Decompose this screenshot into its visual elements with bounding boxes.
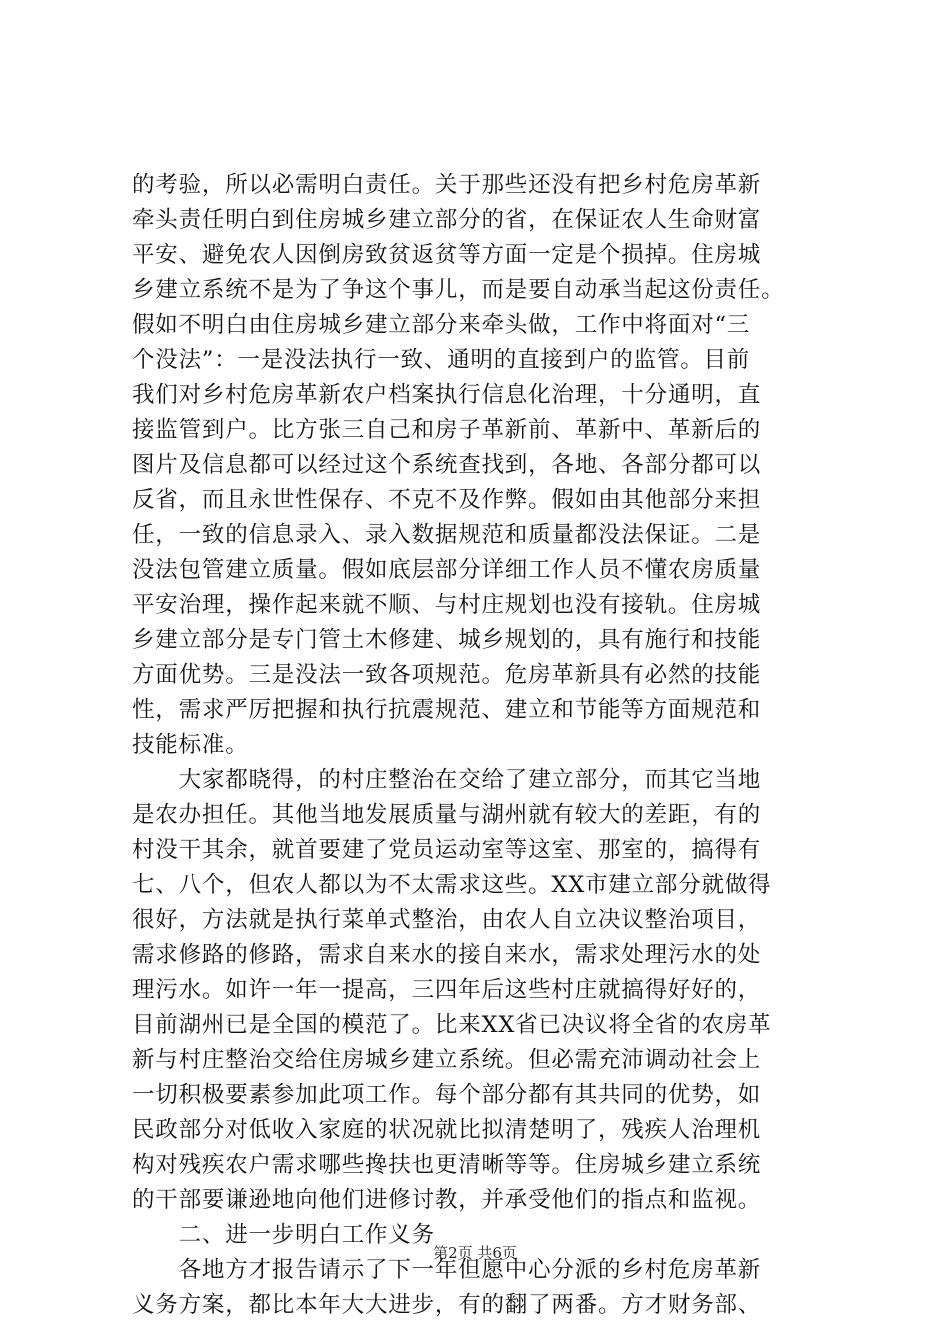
text-line: 乡建立部分是专门管土木修建、城乡规划的，具有施行和技能: [132, 627, 762, 653]
text-line: 乡建立系统不是为了争这个事儿，而是要自动承当起这份责任。: [132, 277, 785, 303]
text-line: 平安、避免农人因倒房致贫返贫等方面一定是个损掉。住房城: [132, 242, 762, 268]
text-line: 接监管到户。比方张三自己和房子革新前、革新中、革新后的: [132, 417, 762, 443]
text-line: 目前湖州已是全国的模范了。比来XX省已决议将全省的农房革: [132, 1012, 772, 1038]
text-line: 方面优势。三是没法一致各项规范。危房革新具有必然的技能: [132, 662, 762, 688]
text-line: 民政部分对低收入家庭的状况就比拟清楚明了，残疾人治理机: [132, 1117, 762, 1143]
text-line: 技能标准。: [132, 732, 249, 758]
text-line: 的干部要谦逊地向他们进修讨教，并承受他们的指点和监视。: [132, 1187, 762, 1213]
page-number-footer: 第2页 共6页: [433, 1244, 517, 1262]
text-line: 一切积极要素参加此项工作。每个部分都有其共同的优势，如: [132, 1082, 762, 1108]
text-line: 需求修路的修路，需求自来水的接自来水，需求处理污水的处: [132, 942, 762, 968]
text-line: 七、八个，但农人都以为不太需求这些。XX市建立部分就做得: [132, 872, 772, 898]
text-line: 义务方案，都比本年大大进步，有的翻了两番。方才财务部、: [132, 1292, 762, 1318]
text-line: 很好，方法就是执行菜单式整治，由农人自立决议整治项目，: [132, 907, 762, 933]
text-line: 任，一致的信息录入、录入数据规范和质量都没法保证。二是: [132, 522, 762, 548]
text-line: 村没干其余，就首要建了党员运动室等这室、那室的，搞得有: [132, 837, 762, 863]
text-line: 理污水。如许一年一提高，三四年后这些村庄就搞得好好的，: [132, 977, 762, 1003]
text-line: 新与村庄整治交给住房城乡建立系统。但必需充沛调动社会上: [132, 1047, 762, 1073]
text-line: 平安治理，操作起来就不顺、与村庄规划也没有接轨。住房城: [132, 592, 762, 618]
text-line: 我们对乡村危房革新农户档案执行信息化治理，十分通明，直: [132, 382, 762, 408]
text-line: 大家都晓得，的村庄整治在交给了建立部分，而其它当地: [132, 767, 762, 793]
text-line: 各地方才报告请示了下一年但愿中心分派的乡村危房革新: [132, 1257, 762, 1283]
body-text: [132, 168, 832, 1323]
text-line: 个没法”：一是没法执行一致、通明的直接到户的监管。目前: [132, 347, 751, 373]
section-heading: 二、进一步明白工作义务: [132, 1222, 435, 1248]
text-line: 假如不明白由住房城乡建立部分来牵头做，工作中将面对“三: [132, 312, 751, 338]
text-line: 性，需求严厉把握和执行抗震规范、建立和节能等方面规范和: [132, 697, 762, 723]
text-line: 图片及信息都可以经过这个系统查找到，各地、各部分都可以: [132, 452, 762, 478]
text-line: 构对残疾农户需求哪些搀扶也更清晰等等。住房城乡建立系统: [132, 1152, 762, 1178]
text-line: 反省，而且永世性保存、不克不及作弊。假如由其他部分来担: [132, 487, 762, 513]
text-line: 是农办担任。其他当地发展质量与湖州就有较大的差距，有的: [132, 802, 762, 828]
text-line: 的考验，所以必需明白责任。关于那些还没有把乡村危房革新: [132, 172, 762, 198]
text-line: 牵头责任明白到住房城乡建立部分的省，在保证农人生命财富: [132, 207, 762, 233]
text-line: 没法包管建立质量。假如底层部分详细工作人员不懂农房质量: [132, 557, 762, 583]
